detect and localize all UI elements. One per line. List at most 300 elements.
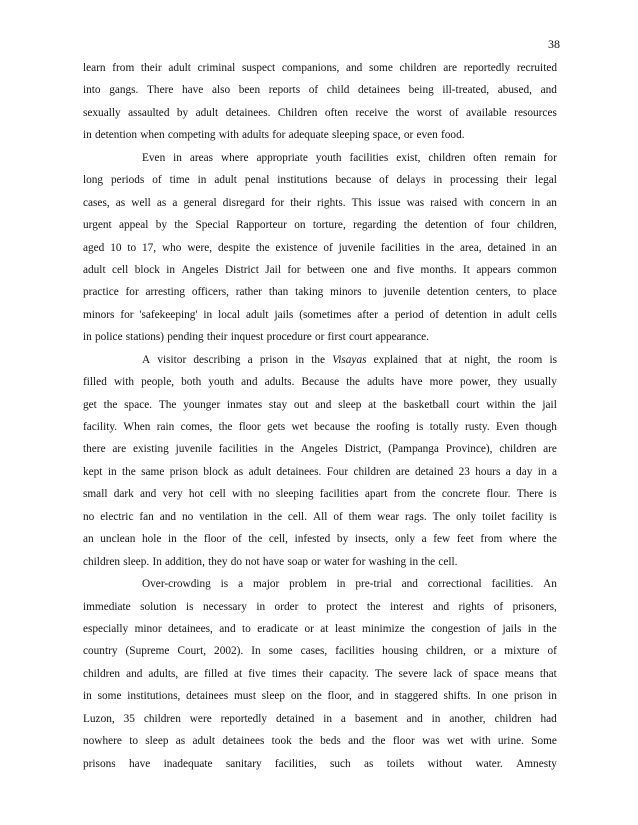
word: in xyxy=(197,174,207,187)
word: court xyxy=(456,398,480,411)
word: facilities xyxy=(319,488,359,501)
word: in xyxy=(83,331,92,344)
word: fan xyxy=(139,510,154,523)
word: in xyxy=(492,308,502,321)
word: competing xyxy=(167,129,216,142)
word: have xyxy=(128,757,151,770)
word: the xyxy=(311,353,326,366)
word: cases, xyxy=(83,196,110,209)
word: and xyxy=(348,735,365,748)
italic-word: Visayas xyxy=(332,353,367,366)
word: inadequate xyxy=(163,757,213,770)
word: All xyxy=(312,510,328,523)
word: When xyxy=(123,421,151,433)
text-line xyxy=(83,259,557,281)
word: kept xyxy=(83,465,103,478)
word: adult xyxy=(245,308,269,321)
word: same xyxy=(141,465,165,478)
word: housing xyxy=(382,645,418,658)
word: the xyxy=(366,600,381,613)
text-line xyxy=(83,753,557,775)
text-line xyxy=(83,214,557,236)
word: at xyxy=(320,622,329,635)
word: for xyxy=(352,555,366,568)
word: at xyxy=(234,667,243,680)
word: adults, xyxy=(148,667,179,680)
word: by xyxy=(336,533,349,546)
word: shifts. xyxy=(443,690,471,703)
word: sleep xyxy=(338,398,362,411)
word: a xyxy=(551,465,557,478)
text-line xyxy=(83,506,557,528)
text-line xyxy=(83,79,557,101)
word: than xyxy=(268,286,289,299)
word: no xyxy=(181,510,194,523)
word: after xyxy=(357,308,378,321)
word: facilities. xyxy=(491,578,534,591)
word: very xyxy=(162,488,183,501)
word: means xyxy=(504,667,534,680)
word: five xyxy=(396,263,415,276)
word: reportedly xyxy=(220,712,268,725)
word: prisoners, xyxy=(512,600,557,613)
word: from xyxy=(480,533,503,546)
word: adult xyxy=(214,174,237,187)
word: 17, xyxy=(142,241,157,254)
word: the xyxy=(268,510,282,523)
word: adult xyxy=(248,465,272,478)
text-line xyxy=(83,394,557,416)
word: detained xyxy=(414,465,454,478)
word: in xyxy=(531,241,541,254)
word: have xyxy=(401,376,423,389)
word: food. xyxy=(441,129,465,142)
word: court xyxy=(348,331,373,344)
word: In xyxy=(251,645,261,658)
word: gets xyxy=(267,421,286,433)
word: often xyxy=(324,106,349,119)
word: four xyxy=(490,219,510,232)
word: in xyxy=(83,129,92,142)
word: In xyxy=(476,690,487,703)
word: a xyxy=(505,465,511,478)
word: as xyxy=(363,757,374,770)
word: apart xyxy=(364,488,388,501)
word: comes, xyxy=(180,421,213,433)
word: the xyxy=(440,241,455,254)
word: they xyxy=(497,376,518,389)
word: the xyxy=(371,735,386,748)
word: even xyxy=(416,129,438,142)
word: their xyxy=(506,174,528,187)
word: detainees xyxy=(186,690,229,703)
word: children xyxy=(143,712,181,725)
word: disregard xyxy=(222,196,265,209)
word: within xyxy=(486,398,516,411)
word: the xyxy=(121,465,136,478)
word: area, xyxy=(460,241,482,254)
word: room xyxy=(518,353,543,366)
word: severe xyxy=(398,667,428,680)
word: for xyxy=(543,151,557,164)
word: detention xyxy=(94,129,138,142)
word: of xyxy=(547,645,557,658)
word: in xyxy=(548,690,557,703)
word: jails xyxy=(502,622,522,635)
word: for xyxy=(287,263,301,276)
word: Because xyxy=(301,376,340,389)
text-line xyxy=(83,304,557,326)
word: block xyxy=(134,263,160,276)
text-line xyxy=(83,461,557,483)
word: there xyxy=(83,443,106,456)
word: in xyxy=(409,555,419,568)
word: abused, xyxy=(497,84,532,97)
word: visitor xyxy=(157,353,187,366)
word: in xyxy=(83,690,92,703)
word: pre-trial xyxy=(355,578,392,591)
word: floor xyxy=(392,735,415,748)
text-line xyxy=(83,663,557,685)
word: also xyxy=(211,84,231,97)
word: in xyxy=(264,443,274,456)
word: roofing xyxy=(376,421,410,433)
text-line xyxy=(83,169,557,191)
word: 10 xyxy=(110,241,122,254)
word: in xyxy=(431,712,441,725)
text-line xyxy=(83,281,557,303)
word: by xyxy=(176,106,189,119)
word: An xyxy=(543,578,557,591)
word: rags. xyxy=(405,510,427,523)
word: an xyxy=(83,533,94,546)
word: (Supreme xyxy=(125,645,170,658)
word: for xyxy=(125,286,139,299)
word: sleeping xyxy=(331,129,370,142)
word: adults xyxy=(367,376,395,389)
word: explained xyxy=(373,353,418,366)
word: though xyxy=(525,421,557,433)
word: in xyxy=(173,151,182,164)
word: exist, xyxy=(396,151,421,164)
word: in xyxy=(203,308,213,321)
word: problem xyxy=(289,578,327,591)
word: and xyxy=(357,690,375,703)
word: at xyxy=(368,398,377,411)
word: adults. xyxy=(264,376,295,389)
word: and xyxy=(373,263,391,276)
word: Special xyxy=(195,219,229,232)
word: cell. xyxy=(287,510,308,523)
word: District, xyxy=(344,443,382,456)
word: available xyxy=(466,106,507,119)
word: and xyxy=(140,488,157,501)
word: to xyxy=(242,622,251,635)
word: and xyxy=(401,578,418,591)
word: police xyxy=(94,331,123,344)
word: of xyxy=(333,510,343,523)
word: by xyxy=(155,219,168,232)
word: or xyxy=(314,331,325,344)
word: ventilation xyxy=(199,510,248,523)
word: children, xyxy=(517,219,557,232)
word: night, xyxy=(464,353,491,366)
word: centers, xyxy=(475,286,511,299)
word: (Pampanga xyxy=(388,443,439,456)
word: in xyxy=(107,465,117,478)
word: Four xyxy=(326,465,349,478)
word: of xyxy=(152,174,162,187)
word: basement xyxy=(354,712,398,725)
text-line xyxy=(83,102,557,124)
word: issue xyxy=(377,196,401,209)
word: and xyxy=(126,667,143,680)
word: gangs. xyxy=(109,84,139,97)
word: eradicate xyxy=(257,622,299,635)
word: adult xyxy=(192,735,216,748)
word: Rapporteur xyxy=(236,219,287,232)
word: detainees xyxy=(222,735,265,748)
word: in xyxy=(166,263,176,276)
word: an xyxy=(546,196,557,209)
word: to xyxy=(368,286,378,299)
word: District xyxy=(224,263,259,276)
word: of xyxy=(308,84,319,97)
word: as xyxy=(156,196,167,209)
word: often xyxy=(473,151,497,164)
word: (sometimes xyxy=(299,308,352,321)
word: officers, xyxy=(191,286,229,299)
word: have xyxy=(181,84,204,97)
text-line xyxy=(83,192,557,214)
word: adult xyxy=(168,62,191,74)
word: from xyxy=(112,62,135,74)
word: cases, xyxy=(300,645,328,658)
word: the xyxy=(174,219,189,232)
word: as xyxy=(115,196,126,209)
word: or xyxy=(311,555,321,568)
word: was xyxy=(422,735,440,748)
word: existence xyxy=(275,241,318,254)
word: detainees. xyxy=(225,106,271,119)
word: in xyxy=(256,600,266,613)
word: of xyxy=(429,308,440,321)
word: younger xyxy=(183,398,221,411)
word: some xyxy=(268,645,293,658)
word: to xyxy=(307,600,317,613)
word: staggered xyxy=(394,690,438,703)
word: Children xyxy=(277,106,318,119)
word: the xyxy=(543,533,557,546)
word: adult xyxy=(195,106,219,119)
page-number: 38 xyxy=(548,37,560,51)
word: appropriate xyxy=(256,151,308,164)
word: inquest xyxy=(230,331,264,344)
word: the xyxy=(280,443,294,456)
word: in xyxy=(295,353,305,366)
word: washing xyxy=(368,555,407,568)
word: prison xyxy=(514,690,543,703)
word: a xyxy=(340,712,346,725)
word: 23 xyxy=(458,465,470,478)
word: A xyxy=(142,353,151,366)
word: cells xyxy=(536,308,557,321)
word: Even xyxy=(495,421,520,433)
word: have xyxy=(262,555,285,568)
word: the xyxy=(356,421,371,433)
word: beds xyxy=(320,735,341,748)
word: Luzon, xyxy=(83,712,115,725)
word: must xyxy=(233,690,256,703)
word: cell xyxy=(209,488,226,501)
word: their xyxy=(290,196,311,209)
word: are xyxy=(443,62,458,74)
word: floor xyxy=(238,421,261,433)
word: no xyxy=(83,510,95,523)
word: to xyxy=(129,735,138,748)
word: for xyxy=(120,308,134,321)
word: in xyxy=(253,510,263,523)
word: Over-crowding xyxy=(142,578,211,591)
word: in xyxy=(336,578,346,591)
word: water. xyxy=(475,757,503,770)
word: is xyxy=(549,510,557,523)
word: children xyxy=(494,712,532,725)
word: power, xyxy=(459,376,491,389)
word: rain xyxy=(156,421,175,433)
word: that xyxy=(424,353,442,366)
word: hot xyxy=(188,488,204,501)
word: is xyxy=(415,421,424,433)
word: cell, xyxy=(268,533,288,546)
word: juvenile xyxy=(338,241,376,254)
text-line xyxy=(83,730,557,752)
word: lack xyxy=(433,667,453,680)
word: filled xyxy=(204,667,228,680)
word: on xyxy=(294,219,306,232)
word: without xyxy=(427,757,463,770)
word: is xyxy=(549,353,557,366)
text-line xyxy=(83,57,557,79)
word: the xyxy=(403,219,418,232)
word: with xyxy=(470,735,491,748)
word: least xyxy=(334,622,356,635)
word: toilets xyxy=(386,757,415,770)
word: water xyxy=(323,555,349,568)
word: children xyxy=(428,151,466,164)
word: especially xyxy=(83,622,129,635)
word: the xyxy=(543,622,557,635)
word: appears xyxy=(476,263,511,276)
word: detention xyxy=(424,219,467,232)
word: criminal xyxy=(197,62,236,74)
word: This xyxy=(351,196,372,209)
word: minors xyxy=(83,308,115,321)
word: basketball xyxy=(403,398,450,411)
word: It xyxy=(463,263,470,276)
word: detention xyxy=(427,286,470,299)
word: only xyxy=(456,510,477,523)
word: had xyxy=(540,712,557,725)
word: solution xyxy=(140,600,177,613)
word: concrete xyxy=(441,488,481,501)
word: that xyxy=(539,667,557,680)
word: necessary xyxy=(202,600,247,613)
word: was xyxy=(406,196,425,209)
word: their xyxy=(302,667,324,680)
word: general xyxy=(183,196,217,209)
word: The xyxy=(432,510,451,523)
word: totally xyxy=(429,421,459,433)
word: the xyxy=(103,398,118,411)
text-line xyxy=(83,528,557,550)
word: ill-treated, xyxy=(442,84,490,97)
word: facilities, xyxy=(274,757,317,770)
word: pending xyxy=(167,331,204,344)
word: them xyxy=(348,510,372,523)
word: some xyxy=(97,690,122,703)
word: of xyxy=(486,622,497,635)
word: children xyxy=(399,62,437,74)
word: another, xyxy=(449,712,486,725)
word: prison xyxy=(169,465,198,478)
word: with xyxy=(463,196,484,209)
word: delays xyxy=(396,174,426,187)
word: children xyxy=(83,555,121,568)
word: the xyxy=(521,398,536,411)
word: juvenile xyxy=(383,286,421,299)
word: The xyxy=(374,667,393,680)
text-line xyxy=(83,237,557,259)
word: electric xyxy=(100,510,134,523)
word: interest xyxy=(390,600,424,613)
text-line xyxy=(83,573,557,595)
word: The xyxy=(158,398,177,411)
word: from xyxy=(393,488,416,501)
word: on xyxy=(290,690,303,703)
word: common xyxy=(517,263,557,276)
word: detainees. xyxy=(276,465,322,478)
word: minor xyxy=(134,622,162,635)
word: infested xyxy=(294,533,331,546)
word: the xyxy=(218,421,233,433)
word: a xyxy=(491,645,497,658)
text-line xyxy=(83,371,557,393)
word: between xyxy=(307,263,345,276)
word: prisons xyxy=(83,757,116,770)
word: and xyxy=(540,84,557,97)
word: appeal xyxy=(118,219,149,232)
word: appearance. xyxy=(375,331,429,344)
word: where xyxy=(220,151,249,164)
word: with xyxy=(232,488,253,501)
word: and xyxy=(406,712,423,725)
word: the xyxy=(497,353,512,366)
word: Court, xyxy=(177,645,207,658)
word: detention xyxy=(444,308,488,321)
word: usually xyxy=(524,376,557,389)
word: they xyxy=(208,555,228,568)
word: of xyxy=(458,667,468,680)
word: one xyxy=(491,690,509,703)
text-line xyxy=(83,596,557,618)
word: adult xyxy=(507,308,531,321)
word: in xyxy=(323,712,332,725)
text-line xyxy=(83,685,557,707)
text-line xyxy=(83,551,557,573)
word: been xyxy=(238,84,261,97)
word: unclean xyxy=(100,533,136,546)
